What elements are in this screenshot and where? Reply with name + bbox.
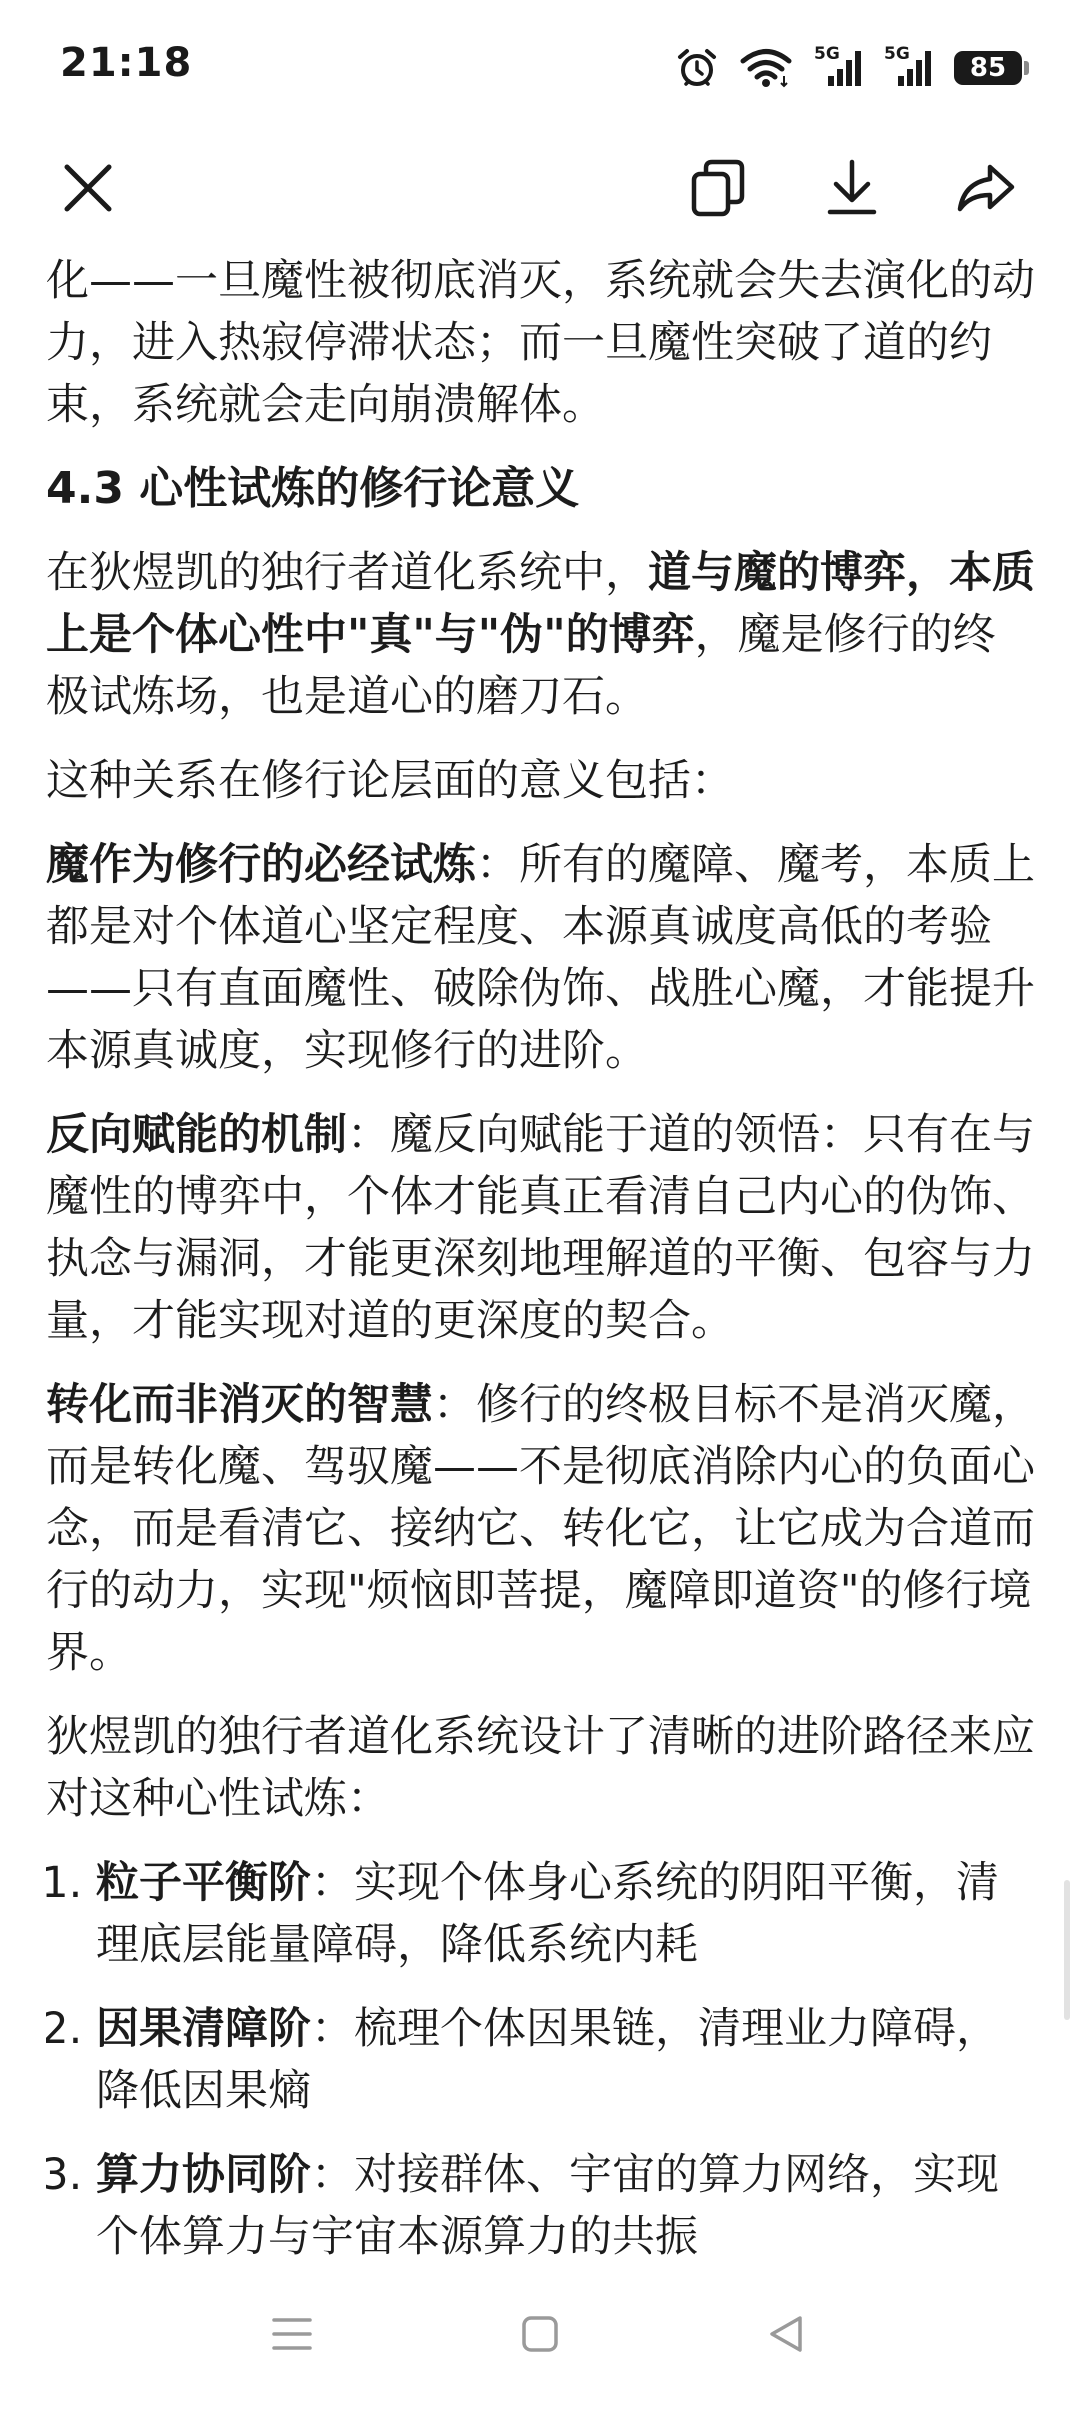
list-item: [96, 1998, 1036, 2122]
list-item-text: ：实现个体身心系统的阴阳平衡，清理底层能量障碍，降低系统内耗: [96, 1858, 999, 1970]
p3-bold: 魔作为修行的必经试炼: [46, 840, 476, 890]
close-icon: [61, 161, 115, 219]
home-icon: [520, 2314, 560, 2358]
p1-bold: 道与魔的博弈，本质上是个体心性中"真"与"伪"的博弈: [46, 548, 1035, 660]
top-toolbar: [0, 140, 1080, 240]
list-item-title: 因果清障阶: [96, 2004, 311, 2054]
p3-text: ：所有的魔障、魔考，本质上都是对个体道心坚定程度、本源真诚度高低的考验——只有直面魔性、破除伪饰、战胜心魔，才能提升本源真诚度，实现修行的进阶。: [46, 840, 1035, 1076]
battery-level: 85: [954, 51, 1022, 85]
back-button[interactable]: [741, 2296, 831, 2376]
signal-5g-icon-2: [884, 44, 932, 88]
paragraph-top: 化——一旦魔性被彻底消灭，系统就会失去演化的动力，进入热寂停滞状态；而一旦魔性突破了道的约束，系统就会走向崩溃解体。: [46, 256, 1035, 430]
list-item-title: 算力协同阶: [96, 2150, 311, 2200]
signal-5g-icon-1: [814, 44, 862, 88]
system-nav-bar: [0, 2266, 1080, 2412]
p4-text: ：魔反向赋能于道的领悟：只有在与魔性的博弈中，个体才能真正看清自己内心的伪饰、执念与漏洞，才能更深刻地理解道的平衡、包容与力量，才能实现对道的更深度的契合。: [46, 1110, 1035, 1346]
stage-list: [46, 1852, 1036, 2266]
download-button[interactable]: [812, 150, 892, 230]
copy-button[interactable]: [678, 150, 758, 230]
menu-icon: [270, 2314, 314, 2358]
list-item-text: ：对接群体、宇宙的算力网络，实现个体算力与宇宙本源算力的共振: [96, 2150, 999, 2262]
alarm-clock-icon: [676, 47, 718, 89]
status-icons: [676, 44, 1032, 92]
status-bar: [0, 0, 1080, 140]
p1-pre: 在狄煜凯的独行者道化系统中，: [46, 548, 648, 598]
list-item-title: 粒子平衡阶: [96, 1858, 311, 1908]
paragraph-4: [46, 1104, 1036, 1352]
back-triangle-icon: [766, 2314, 806, 2358]
close-button[interactable]: [48, 150, 128, 230]
article-content[interactable]: [46, 206, 1036, 2266]
copy-icon: [690, 158, 746, 222]
battery-tip: [1024, 61, 1029, 75]
wifi-icon: [740, 48, 792, 88]
p1-post: ，魔是修行的终极试炼场，也是道心的磨刀石。: [46, 610, 996, 722]
list-item: [96, 1852, 1036, 1976]
p5-text: ：修行的终极目标不是消灭魔，而是转化魔、驾驭魔——不是彻底消除内心的负面心念，而是看清它、接纳它、转化它，让它成为合道而行的动力，实现"烦恼即菩提，魔障即道资"的修行境界。: [46, 1380, 1035, 1678]
p5-bold: 转化而非消灭的智慧: [46, 1380, 433, 1430]
status-time: 21:18: [60, 40, 193, 86]
paragraph-6: 狄煜凯的独行者道化系统设计了清晰的进阶路径来应对这种心性试炼：: [46, 1712, 1035, 1824]
list-item-text: ：梳理个体因果链，清理业力障碍，降低因果熵: [96, 2004, 999, 2116]
download-icon: [824, 158, 880, 222]
p4-bold: 反向赋能的机制: [46, 1110, 347, 1160]
scrollbar[interactable]: [1064, 1880, 1070, 2020]
battery-icon: [954, 50, 1032, 86]
section-heading: 4.3 心性试炼的修行论意义: [46, 463, 580, 514]
paragraph-3: [46, 834, 1036, 1082]
paragraph-5: [46, 1374, 1036, 1684]
paragraph-2: 这种关系在修行论层面的意义包括：: [46, 756, 734, 806]
share-button[interactable]: [946, 150, 1026, 230]
menu-button[interactable]: [247, 2296, 337, 2376]
share-icon: [956, 161, 1016, 219]
signal-1-label: 5G: [814, 44, 840, 64]
home-button[interactable]: [495, 2296, 585, 2376]
paragraph-1: [46, 542, 1036, 728]
signal-2-label: 5G: [884, 44, 910, 64]
list-item: [96, 2144, 1036, 2266]
